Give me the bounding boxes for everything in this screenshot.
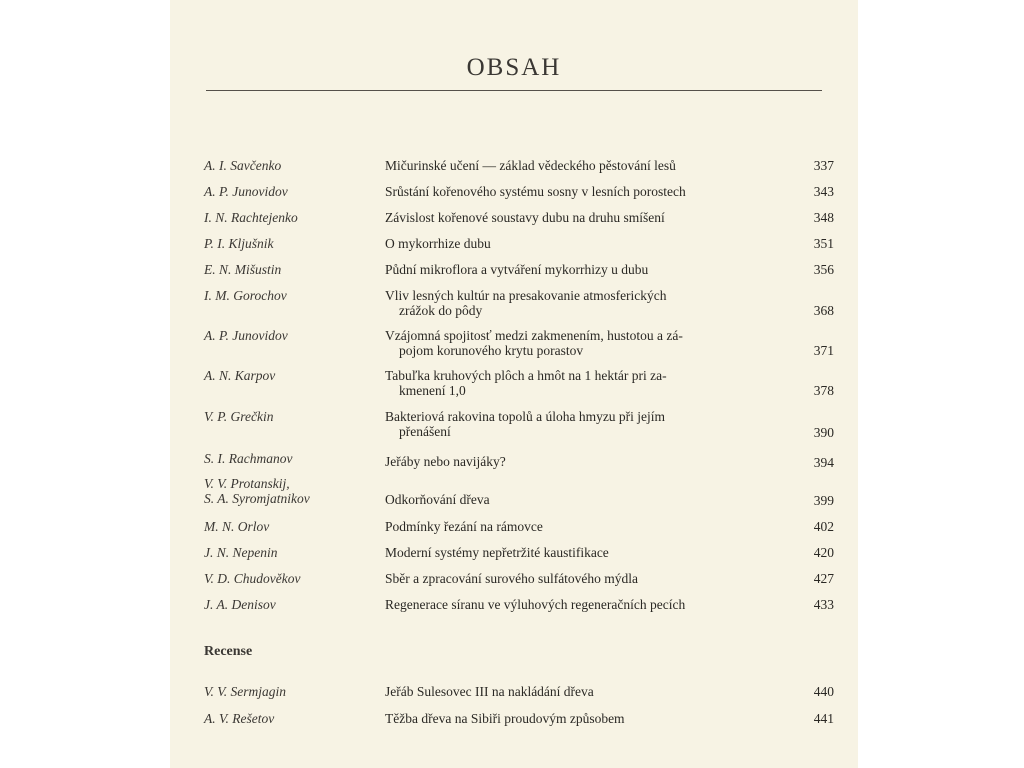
toc-page: 420 xyxy=(813,545,834,560)
section-heading-reviews: Recense xyxy=(204,644,253,659)
toc-page: 399 xyxy=(813,493,834,508)
toc-author: J. A. Denisov xyxy=(204,597,276,612)
toc-author: V. V. Protanskij, S. A. Syromjatnikov xyxy=(204,476,310,506)
toc-title-line: Odkorňování dřeva xyxy=(385,492,490,507)
toc-title xyxy=(385,262,795,277)
toc-title-line: Moderní systémy nepřetržité kaustifikace xyxy=(385,545,609,560)
toc-title xyxy=(385,454,795,469)
toc-page: 402 xyxy=(813,519,834,534)
toc-title-line: Půdní mikroflora a vytváření mykorrhizy u dubu xyxy=(385,262,649,277)
toc-page: 356 xyxy=(813,262,834,277)
toc-author: S. I. Rachmanov xyxy=(204,451,293,466)
toc-page: 433 xyxy=(813,597,834,612)
toc-author: I. M. Gorochov xyxy=(204,288,287,303)
toc-title-line: Vzájomná spojitosť medzi zakmenením, hustotou a zá- xyxy=(385,328,683,343)
toc-title-line: přenášení xyxy=(399,424,451,439)
toc-title xyxy=(385,519,795,534)
toc-title-line: zrážok do pôdy xyxy=(399,303,483,318)
toc-author: J. N. Nepenin xyxy=(204,545,278,560)
toc-title xyxy=(385,158,795,173)
toc-title xyxy=(385,597,795,612)
toc-title-line: Těžba dřeva na Sibiři proudovým způsobem xyxy=(385,711,625,726)
title-rule xyxy=(206,90,822,91)
toc-page: 427 xyxy=(813,571,834,586)
toc-page: 371 xyxy=(813,343,834,358)
document-page xyxy=(170,0,858,768)
toc-author: V. P. Grečkin xyxy=(204,409,274,424)
toc-title xyxy=(385,684,795,699)
toc-page: 440 xyxy=(813,684,834,699)
toc-title xyxy=(385,571,795,586)
toc-author: A. P. Junovidov xyxy=(204,184,288,199)
toc-author: P. I. Kljušnik xyxy=(204,236,274,251)
toc-title-line: O mykorrhize dubu xyxy=(385,236,491,251)
toc-author: A. I. Savčenko xyxy=(204,158,282,173)
toc-title-line: Jeřáby nebo navijáky? xyxy=(385,454,506,469)
toc-author: E. N. Mišustin xyxy=(204,262,282,277)
toc-title-line: Tabuľka kruhových plôch a hmôt na 1 hektár pri za- xyxy=(385,368,667,383)
toc-title xyxy=(385,288,795,318)
toc-title-line: pojom korunového krytu porastov xyxy=(399,343,584,358)
toc-title xyxy=(385,368,795,398)
toc-author: V. V. Sermjagin xyxy=(204,684,287,699)
toc-title xyxy=(385,545,795,560)
toc-title xyxy=(385,236,795,251)
toc-title-line: kmenení 1,0 xyxy=(399,383,466,398)
toc-page: 348 xyxy=(813,210,834,225)
toc-title xyxy=(385,409,795,439)
toc-title-line: Srůstání kořenového systému sosny v lesních porostech xyxy=(385,184,686,199)
toc-title-line: Závislost kořenové soustavy dubu na druhu smíšení xyxy=(385,210,665,225)
toc-author: A. P. Junovidov xyxy=(204,328,288,343)
toc-page: 441 xyxy=(813,711,834,726)
toc-title xyxy=(385,492,795,507)
toc-title xyxy=(385,328,795,358)
toc-title-line: Sběr a zpracování surového sulfátového mýdla xyxy=(385,571,639,586)
toc-author: M. N. Orlov xyxy=(204,519,270,534)
toc-title xyxy=(385,210,795,225)
toc-title-line: Jeřáb Sulesovec III na nakládání dřeva xyxy=(385,684,594,699)
toc-author: A. N. Karpov xyxy=(204,368,276,383)
toc-page: 378 xyxy=(813,383,834,398)
toc-title xyxy=(385,711,795,726)
toc-page: 368 xyxy=(813,303,834,318)
toc-author: I. N. Rachtejenko xyxy=(204,210,298,225)
toc-page: 337 xyxy=(813,158,834,173)
toc-author: A. V. Rešetov xyxy=(204,711,275,726)
toc-title-line: Mičurinské učení — základ vědeckého pěstování lesů xyxy=(385,158,676,173)
toc-title-line: Regenerace síranu ve výluhových regeneračních pecích xyxy=(385,597,686,612)
toc-page: 390 xyxy=(813,425,834,440)
toc-title xyxy=(385,184,795,199)
toc-page: 343 xyxy=(813,184,834,199)
toc-title-line: Podmínky řezání na rámovce xyxy=(385,519,543,534)
toc-page: 351 xyxy=(813,236,834,251)
toc-page: 394 xyxy=(813,455,834,470)
toc-author: V. D. Chudověkov xyxy=(204,571,301,586)
toc-title-line: Bakteriová rakovina topolů a úloha hmyzu při jejím xyxy=(385,409,666,424)
toc-title-line: Vliv lesných kultúr na presakovanie atmosferických xyxy=(385,288,667,303)
page-title: OBSAH xyxy=(466,54,562,81)
